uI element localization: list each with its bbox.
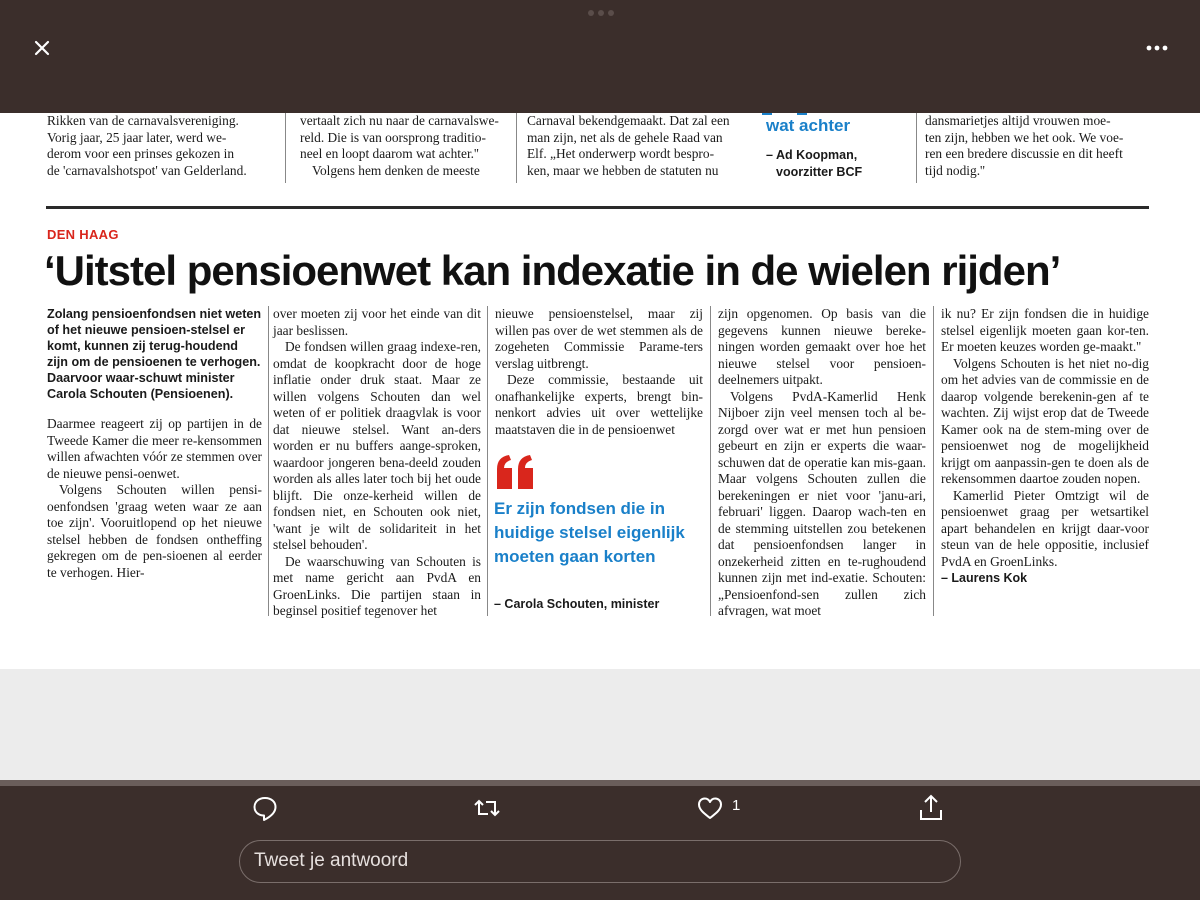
quote-mark-icon <box>495 455 537 491</box>
column-divider <box>516 113 517 183</box>
column-divider <box>710 306 711 616</box>
column-divider <box>268 306 269 616</box>
text-line: dansmarietjes altijd vrouwen moe- <box>925 113 1111 128</box>
text-line: tijd nodig.'' <box>925 162 985 178</box>
paragraph: De fondsen willen graag indexe-ren, omdat de koopkracht door de hoge inflatie onder druk staat. Maar ze willen volgens Schouten dan wel weten of er politiek draagvlak is voor dat nieuwe stelsel. Want an-ders worden er nu buffers aange-sproken, waardoor jongeren bena-deeld zouden worden als alles later toch bij het oude blijft. Die onze-kerheid willen de fondsen niet, en Schouten ook niet, 'want je wilt de solidariteit in het stelsel behouden'. <box>273 339 481 552</box>
prev-article-col-1 <box>47 113 277 179</box>
prev-article-col-3 <box>527 113 752 179</box>
paragraph: over moeten zij voor het einde van dit jaar beslissen. <box>273 306 481 338</box>
article-col-4 <box>718 306 926 620</box>
text-line: vertaalt zich nu naar de carnavalswe- <box>300 113 499 128</box>
more-horizontal-icon[interactable] <box>1142 34 1172 62</box>
byline: – Laurens Kok <box>941 571 1028 585</box>
text-line: de 'carnavalshotspot' van Gelderland. <box>47 162 247 178</box>
section-rule <box>46 206 1149 209</box>
paragraph: De waarschuwing van Schouten is met name gericht aan PvdA en GroenLinks. Die partijen staan in beginsel positief tegenover het <box>273 553 481 618</box>
text-line: ken, maar we hebben de statuten nu <box>527 162 719 178</box>
prev-article-col-2 <box>300 113 510 179</box>
paragraph: Volgens PvdA-Kamerlid Henk Nijboer zijn veel mensen toch al be-zorgd over wat er met hun pensioen gebeurt en zijn er experts die waar-schuwen dat de operatie kan mis-gaan. Maar volgens Schouten zullen die berekeningen er niet voor 'janu-ari, februari' liggen. Daarop wach-ten en de stemming uitstellen zou betekenen dat pensioenfondsen langer in onzekerheid zitten en te-rughoudend kunnen zijn met ind-exatie. Schouten: „Pensioenfond-sen zullen zich afvragen, wat moet <box>718 388 926 618</box>
text-line: Vorig jaar, 25 jaar later, werd we- <box>47 129 227 145</box>
text-line: derom voor een prinses gekozen in <box>47 146 235 161</box>
tweet-actions-bar <box>0 786 1200 900</box>
heart-icon[interactable] <box>695 793 725 823</box>
paragraph: Kamerlid Pieter Omtzigt wil de pensioenwet graag per wetsartikel apart behandelen en krijgt daar-voor steun van de hele oppositie, inclusief PvdA en GroenLinks. <box>941 487 1149 569</box>
pull-quote-author: – Carola Schouten, minister <box>494 597 660 611</box>
close-icon[interactable] <box>28 34 56 62</box>
quote-fragment <box>762 113 772 115</box>
text-line: neel en loopt daarom wat achter.'' <box>300 146 479 161</box>
reply-input[interactable]: Tweet je antwoord <box>239 840 961 883</box>
article-col-2 <box>273 306 481 620</box>
column-divider <box>933 306 934 616</box>
paragraph: nieuwe pensioenstelsel, maar zij willen pas over de wet stemmen als de zogeheten Commissie Parame-ters verslag uitbrengt. <box>495 306 703 371</box>
article-col-1 <box>47 306 262 581</box>
article-col-3 <box>495 306 703 438</box>
newspaper-photo[interactable] <box>0 113 1200 669</box>
photo-backdrop <box>0 669 1200 780</box>
paragraph: ik nu? Er zijn fondsen die in huidige stelsel eigenlijk moeten gaan kor-ten. Er moeten keuzes worden ge-maakt.'' <box>941 306 1149 354</box>
paragraph: Deze commissie, bestaande uit onafhankelijke experts, brengt bin-nenkort advies uit over wettelijke maatstaven die in de pensioenwet <box>495 372 703 437</box>
reply-icon[interactable] <box>250 793 280 823</box>
paragraph: Volgens Schouten willen pensi-oenfondsen 'graag weten waar ze aan toe zijn'. Vooruitlopend op het nieuwe stelsel hebben de fondsen ontheffing gekregen om de pen-sioenen al eerder te verhogen. Hier- <box>47 482 262 580</box>
top-bar <box>0 0 1200 113</box>
quote-author-line: – Ad Koopman, <box>766 148 858 162</box>
text-line: man zijn, net als de gehele Raad van <box>527 129 723 145</box>
dateline: DEN HAAG <box>47 227 119 242</box>
paragraph: Volgens Schouten is het niet no-dig om het advies van de commissie en de daarop volgende berekenin-gen af te wachten. Zij wijst erop dat de Tweede Kamer ook na de stem-ming over de pensioenwet nog de mogelijkheid krijgt om aanpassin-gen te doen als de rekensommen daartoe zouden nopen. <box>941 355 1149 486</box>
paragraph: zijn opgenomen. Op basis van die gegevens kunnen nieuwe bereke-ningen worden gemaakt over hoe het nieuwe stelsel voor pensioen-deelnemers uitpakt. <box>718 306 926 387</box>
like-count: 1 <box>732 797 741 814</box>
text-line: ten zijn, hebben we het ook. We voe- <box>925 129 1124 145</box>
text-line: Rikken van de carnavalsvereniging. <box>47 113 239 128</box>
column-divider <box>487 306 488 616</box>
prev-article-col-5 <box>925 113 1150 179</box>
quote-fragment <box>797 113 807 115</box>
text-line: Carnaval bekendgemaakt. Dat zal een <box>527 113 730 128</box>
prev-article-quote-author <box>766 147 862 180</box>
text-line: ren een bredere discussie en dit heeft <box>925 146 1123 161</box>
column-divider <box>916 113 917 183</box>
column-divider <box>285 113 286 183</box>
text-line: reld. Die is van oorsprong traditio- <box>300 129 486 145</box>
article-col-5 <box>941 306 1149 587</box>
paragraph: Daarmee reageert zij op partijen in de Tweede Kamer die meer re-kensommen willen afwachten vóór ze stemmen over de nieuwe pensi-oenwet. <box>47 416 262 481</box>
headline: ‘Uitstel pensioenwet kan indexatie in de wielen rijden’ <box>44 247 1061 294</box>
text-line: Elf. „Het onderwerp wordt bespro- <box>527 146 715 161</box>
text-line: Volgens hem denken de meeste <box>312 162 480 178</box>
quote-author-line: voorzitter BCF <box>776 164 863 179</box>
prev-article-quote: wat achter <box>766 116 851 135</box>
pull-quote: Er zijn fondsen die in huidige stelsel eigenlijk moeten gaan korten <box>494 499 685 566</box>
article-lead: Zolang pensioenfondsen niet weten of het nieuwe pensioen-stelsel er komt, kunnen zij terug-houdend zijn om de pensioenen te verhogen. Daarvoor waar-schuwt minister Carola Schouten (Pensioenen). <box>47 307 262 401</box>
drag-handle-icon <box>587 8 615 18</box>
retweet-icon[interactable] <box>472 793 502 823</box>
share-icon[interactable] <box>916 793 946 823</box>
